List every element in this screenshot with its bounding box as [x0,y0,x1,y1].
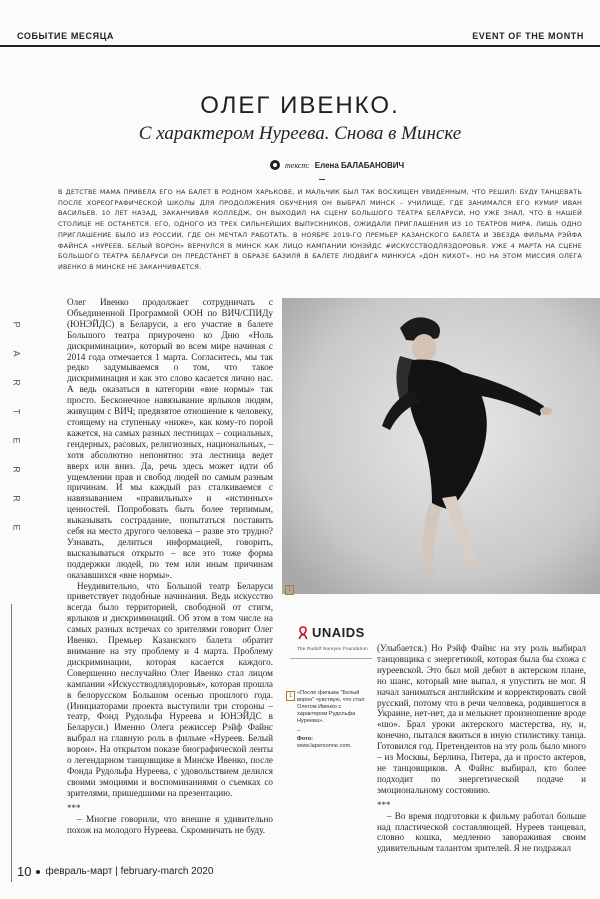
bullet-icon [36,870,40,874]
body-paragraph: – Многие говорили, что внешне я удивительно похож на молодого Нуреева. Скромничать не буду. [67,813,273,835]
side-letter: R [11,379,22,386]
caption-marker: 1 [286,691,295,701]
section-label: СОБЫТИЕ МЕСЯЦА [17,31,114,41]
unaids-wordmark: UNAIDS [312,625,365,640]
side-letter: P [11,321,22,328]
issue-date: февраль-март | february-march 2020 [45,866,214,877]
article-lead: В ДЕТСТВЕ МАМА ПРИВЕЛА ЕГО НА БАЛЕТ В РОДНОМ ХАРЬКОВЕ, И МАЛЬЧИК БЫЛ ТАК ВОСХИЩЕН УВИДЕННЫМ, ЧТО РЕШИЛ: БУДУ ТАНЦЕВАТЬ ПОСЛЕ ХОРЕОГРАФИЧЕСКОЙ ШКОЛЫ ДЛЯ ПРОДОЛЖЕНИЯ ОБУЧЕНИЯ ОН ВЫБРАЛ МИНСК – УЧИЛИЩЕ, ГДЕ ЗАНИМАЛСЯ ЕГО КУМИР ИВАН ВАСИЛЬЕВ. 10 ЛЕТ НАЗАД, ЗАКАНЧИВАЯ КОЛЛЕДЖ, ОН ВЫХОДИЛ НА СЦЕНУ БОЛЬШОГО ТЕАТРА БЕЛАРУСИ, НО УЖЕ ЗНАЛ, ЧТО В НАШЕЙ СТОЛИЦЕ НЕ ОСТАНЕТСЯ. ЕГО, ОДНОГО ИЗ ТРЕХ СИЛЬНЕЙШИХ ВЫПУСКНИКОВ, ОЖИДАЛИ ПРИГЛАШЕНИЯ ИЗ 10 ТЕАТРОВ МИРА. ЛИШЬ ОДНО ПРИГЛАШЕНИЕ БЫЛО ИЗ РОССИИ, ГДЕ ОН МЕЧТАЛ РАБОТАТЬ. В НОЯБРЕ 2019-ГО ПРЕМЬЕР КАЗАНСКОГО БАЛЕТА И ЗВЕЗДА ФИЛЬМА РЭЙФА ФАЙНСА «НУРЕЕВ. БЕЛЫЙ ВОРОН» ВЕРНУЛСЯ В МИНСК КАК ЛИЦО КАМПАНИИ ЮНЭЙДС #ИСКУССТВОДЛЯЗДОРОВЬЯ. УЖЕ 4 МАРТА НА СЦЕНЕ БОЛЬШОГО ТЕАТРА БЕЛАРУСИ ОН ПРЕДСТАНЕТ В ОБРАЗЕ БАЗИЛЯ В БАЛЕТЕ ЛЮДВИГА МИНКУСА «ДОН КИХОТ». НО НА ЭТОМ МИССИЯ ОЛЕГА ИВЕНКО В МИНСКЕ НЕ ЗАКАНЧИВАЕТСЯ. [58,188,582,271]
side-letter: E [11,524,22,531]
divider [290,658,372,659]
divider [319,179,325,180]
side-rule [11,604,12,882]
side-letter: R [11,466,22,473]
byline [270,160,404,170]
byline-author: Елена БАЛАБАНОВИЧ [314,160,405,170]
side-letter: R [11,495,22,502]
section-break: *** [67,802,81,813]
section-break: *** [377,799,391,810]
side-letter: A [11,350,22,357]
article-subtitle: С характером Нуреева. Снова в Минске [138,123,462,144]
body-paragraph: – Во время подготовки к фильму работал больше над пластической составляющей. Нуреев танцевал, словно кошка, медленно завораживая своим удивительным талантом зрителей. Я не подражал [377,810,586,854]
page-number: 10 [17,864,32,879]
header-rule [0,45,600,47]
side-letter: T [11,408,22,415]
body-paragraph: Неудивительно, что Большой театр Беларуси приветствует подобные начинания. Ведь искусство всегда было территорией, свободной от стигм, ярлыков и дискриминаций. Об этом в том числе на самых разных встречах со зрителями говорит Олег Ивенко. Премьер Казанского балета обратит внимание на эту проблему и 4 марта. Проблему дискриминации, которая касается каждого. Совершенно неслучайно Олег Ивенко стал лицом кампании «Искусстводляздоровья», которая прошла в белорусском Большом осенью прошлого года. (Инициаторами проекта выступили три стороны – театр, Фонд Рудольфа Нуреева и ЮНЭЙДС в Беларуси.) Именно Олега режиссер Рэйф Файнс выбрал на главную роль в фильме «Нуреев. Белый ворон». На открытом показе биографической ленты о легендарном танцовщике в Минске Ивенко, после Фонда Рудольфа Нуреева, с удовольствием делился своими эмоциями и воспоминаниями о съемках со зрителями, пришедшими на презентацию. [67,580,273,798]
dancer-photo [282,298,600,594]
red-ribbon-icon [297,626,309,640]
byline-label: текст: [285,160,310,170]
caption-source-label: Фото: [297,736,313,742]
section-side-label [0,310,22,542]
body-column-left [67,297,273,835]
caption-quote: «После фильма "Белый ворон" чувствую, что стал Олегом Ивенко с характером Рудольфа Нуреева». [297,690,365,724]
page-footer [17,864,213,879]
nureyev-foundation-logo: The Rudolf Nureyev Foundation [297,646,368,651]
photo-marker: 1 [285,585,294,595]
unaids-logo [297,625,365,640]
section-label-en: EVENT OF THE MONTH [472,31,584,41]
side-letter: E [11,437,22,444]
caption-dash: – [297,728,301,734]
article-title: ОЛЕГ ИВЕНКО. [200,92,400,119]
body-paragraph: Олег Ивенко продолжает сотрудничать с Объединенной Программой ООН по ВИЧ/СПИДу (ЮНЭЙДС) в Беларуси, а его участие в балете Большого театра приурочено ко Дню «Ноль дискриминации», который во всем мире начиная с 2014 года отмечается 1 марта. Согласитесь, мы так редко задумываемся о том, что такое дискриминация и как это слово касается лично нас. А ведь оказаться в категории «вне нормы» так просто. Бесконечное навязывание ярлыков людям, живущим с ВИЧ; предвзятое отношение к человеку, стоящему на ступеньку «ниже», как кому-то порой кажется, на самых разных лестницах – социальных, гендерных, расовых, религиозных, национальных, – хотя абсолютно непонятно: эта лестница ведет вверх или вниз. Да, речь здесь может идти об ущемлении прав и свобод людей по самым разным причинам. И мы каждый раз сталкиваемся с навязыванием «правильных» и «истинных» ценностей. Попробовать быть более терпимым, выказывать сострадание, попытаться поставить себя на место другого человека – разве это трудно? Узнавать, делиться информацией, говорить, высказываться открыто – все это тоже форма поддержки людей, по тем или иным причинам оказавшихся «вне нормы». [67,297,273,580]
photo-caption [297,690,372,750]
camera-icon [270,160,280,170]
body-column-right [377,643,586,854]
caption-source: www.lapersonne.com. [297,743,352,749]
body-paragraph: (Улыбается.) Но Рэйф Файнс на эту роль выбирал танцовщика с энергетикой, которая была бы схожа с нуреевской. Это был мой дебют в актерском плане, но шанс, который мне выпал, я упустить не мог. Я начал заниматься английским и корректировать свой русский, потому что в речи человека, родившегося в Украине, нет-нет, да и мелькнет произношение вроде «шо». Брал уроки актерского мастерства, ну, и, конечно, пытался вжиться в иную стилистику танца. Готовился год. Претендентов на эту роль было много – из Москвы, Берлина, Питера, да и просто актеров, не танцовщиков. А Файнс выбирал, кто более подходит по энергетической подаче и эмоциональному состоянию. [377,643,586,795]
